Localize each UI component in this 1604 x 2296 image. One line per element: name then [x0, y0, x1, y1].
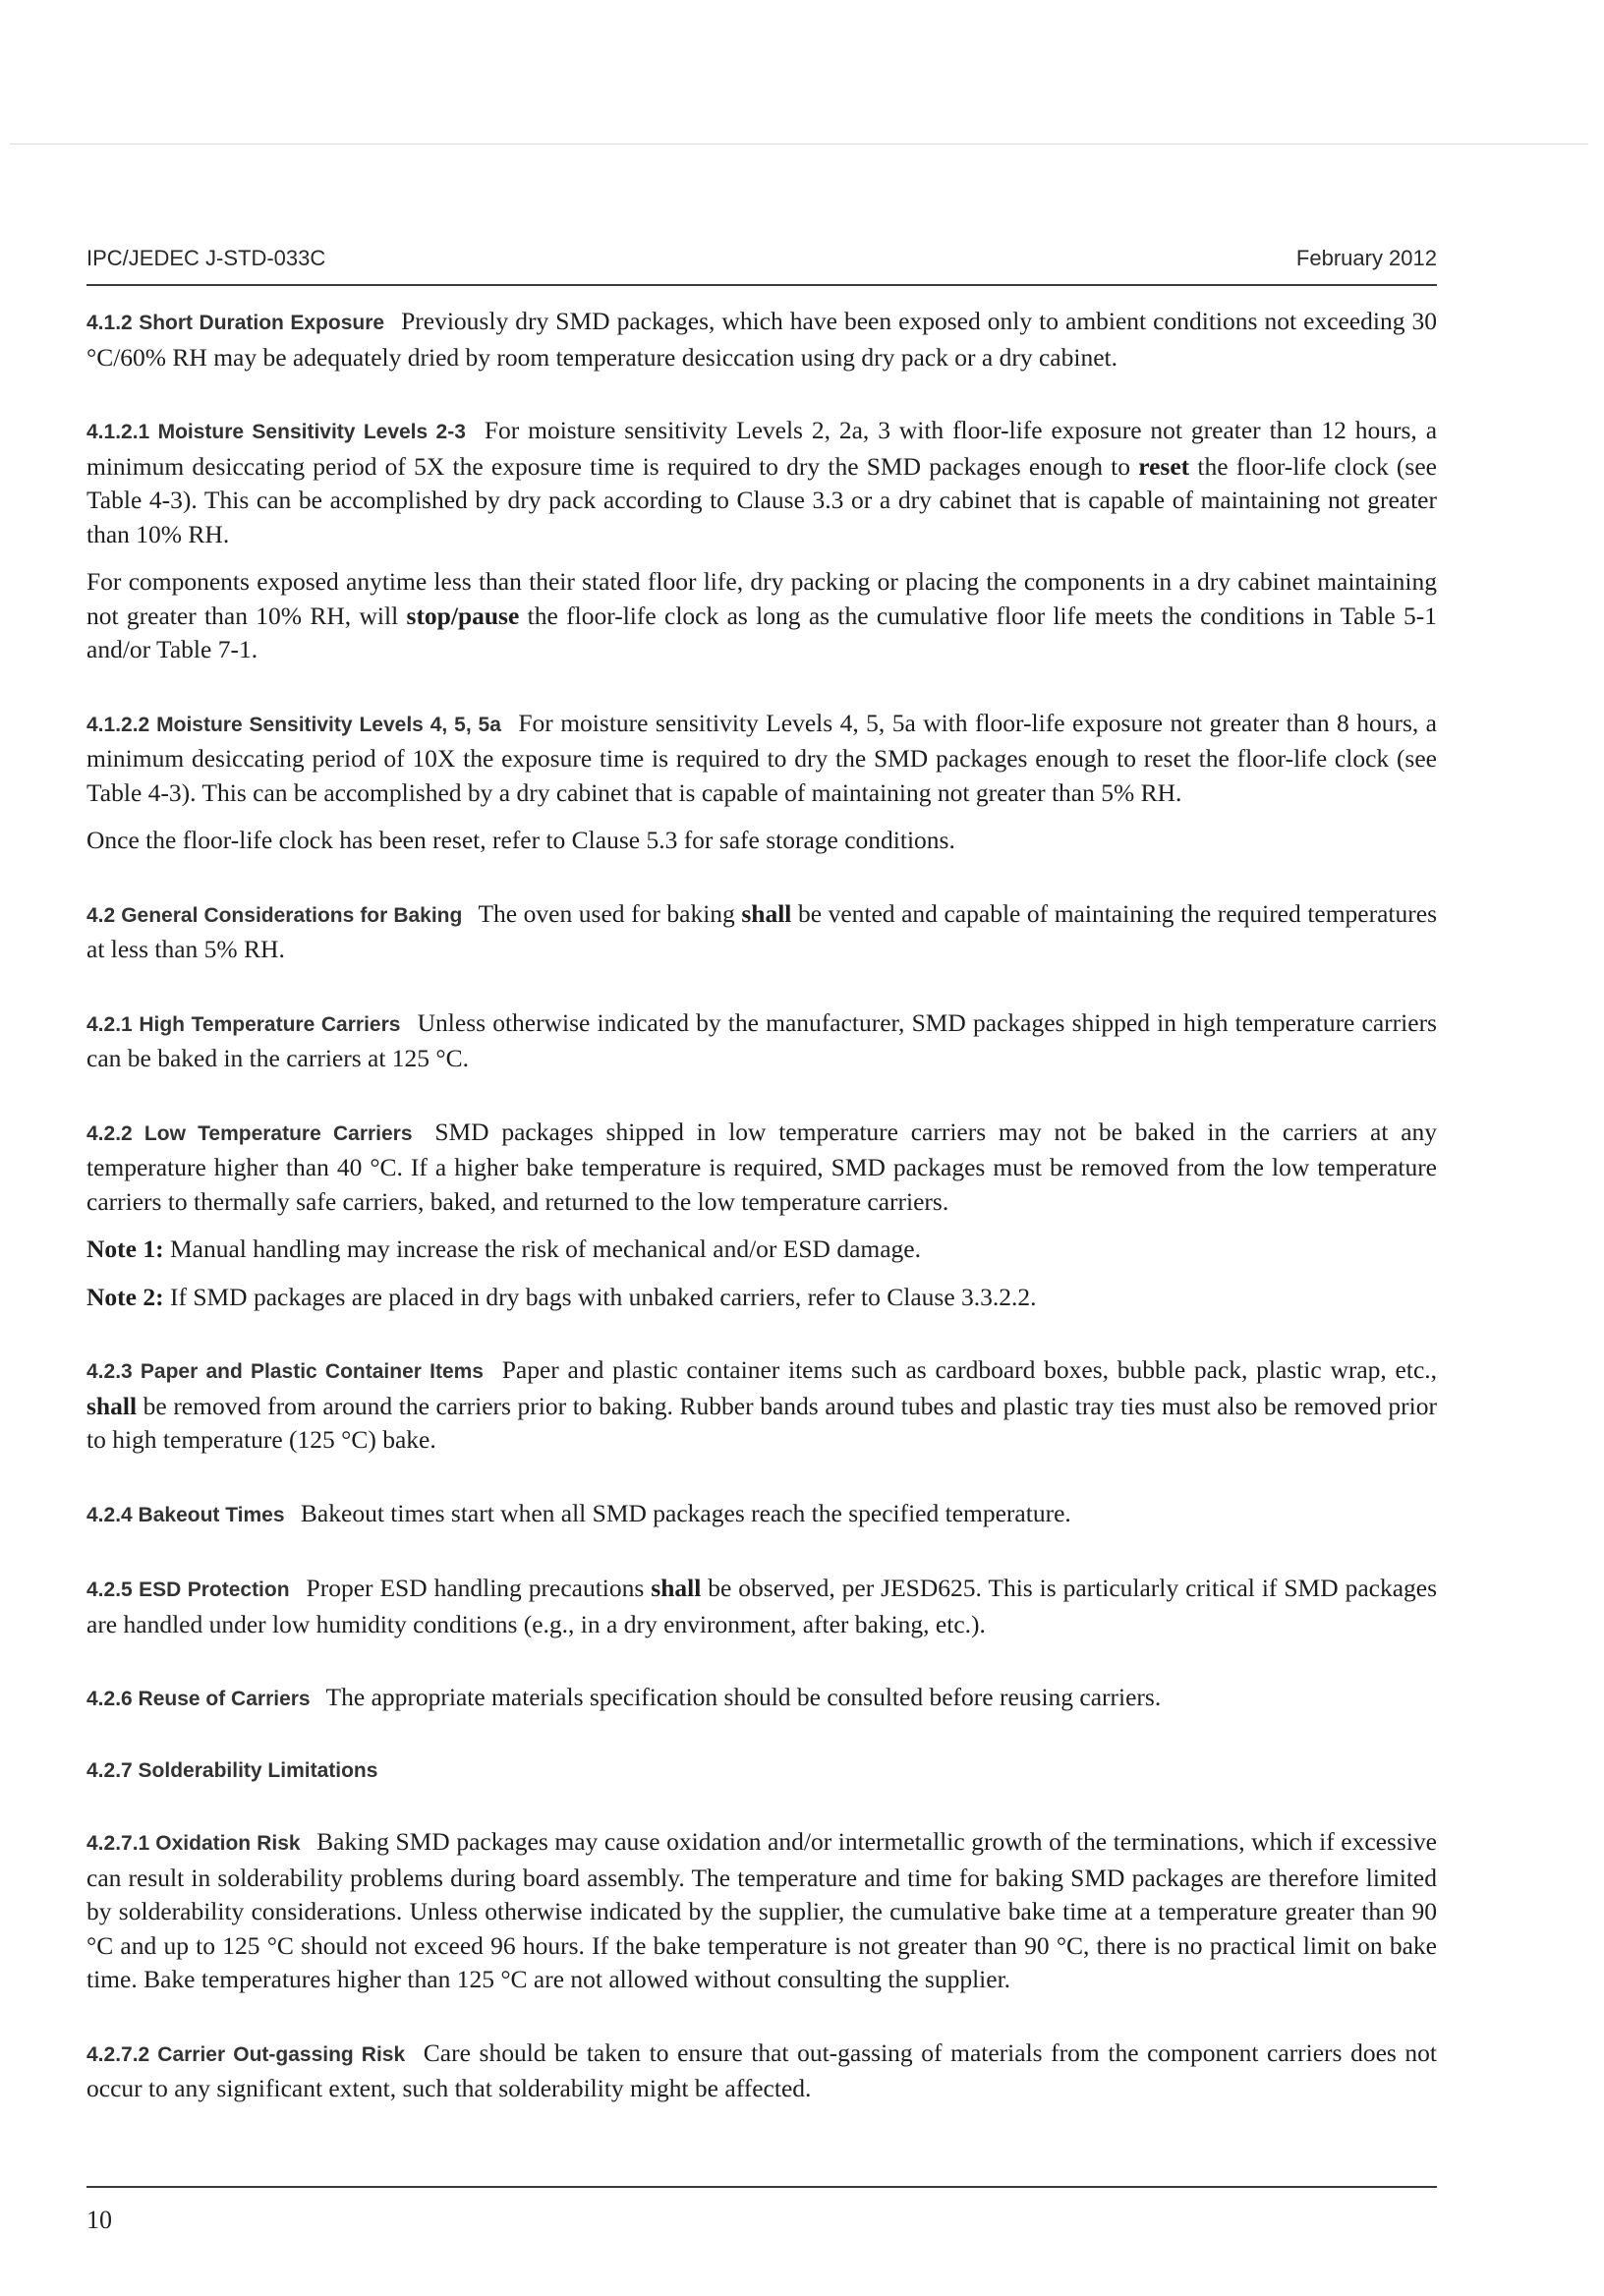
section-4-2-7-2 — [86, 2037, 1437, 2106]
header-rule — [86, 284, 1437, 286]
footer-rule — [86, 2186, 1437, 2188]
note-label: Note 1: — [86, 1234, 164, 1263]
keyword-shall: shall — [651, 1574, 702, 1602]
running-header — [86, 246, 1437, 285]
section-4-2-1 — [86, 1006, 1437, 1076]
section-4-2-4 — [86, 1497, 1437, 1533]
section-4-2-2 — [86, 1116, 1437, 1220]
section-heading: 4.2.5 ESD Protection — [86, 1578, 290, 1601]
section-text: For moisture sensitivity Levels 4, 5, 5a with floor-life exposure not greater than 8 hours, a minimum desiccating period of 10X the exposure time is required to dry the SMD packages enough to reset the floor-life clock (see Table 4-3). This can be accomplished by a dry cabinet that is capable of maintaining not greater than 5% RH. — [86, 708, 1437, 807]
section-text: For moisture sensitivity Levels 2, 2a, 3 with floor-life exposure not greater than 12 hours, a minimum desiccating period of 5X the exposure time is required to dry the SMD packages enough to — [86, 416, 1438, 481]
section-4-2-5 — [86, 1572, 1437, 1641]
section-text: SMD packages shipped in low temperature carriers may not be baked in the carriers at any temperature higher than 40 °C. If a higher bake temperature is required, SMD packages must be removed from the low temperature carriers to thermally safe carriers, baked, and returned to the low temperature carriers. — [86, 1117, 1438, 1216]
keyword-reset: reset — [1138, 451, 1190, 481]
section-4-2-3 — [86, 1353, 1437, 1458]
section-4-2-6 — [86, 1681, 1437, 1717]
note-2 — [86, 1281, 1437, 1315]
section-text: Baking SMD packages may cause oxidation and/or intermetallic growth of the terminations, which if excessive can result in solderability problems during board assembly. The temperature and time for baking SMD packages are therefore limited by solderability considerations. Unless otherwise indicated by the supplier, the cumulative bake time at a temperature greater than 90 °C and up to 125 °C should not exceed 96 hours. If the bake temperature is not greater than 90 °C, there is no practical limit on bake time. Bake temperatures higher than 125 °C are not allowed without consulting the supplier. — [86, 1827, 1437, 1993]
section-text-continued: the floor-life clock (see Table 4-3). This can be accomplished by dry pack according to Clause 3.3 or a dry cabinet that is capable of maintaining not greater than 10% RH. — [86, 451, 1437, 548]
document-id: IPC/JEDEC J-STD-033C — [86, 246, 326, 270]
section-4-1-2 — [86, 305, 1437, 374]
section-4-1-2-2 — [86, 707, 1437, 811]
section-text-continued: be vented and capable of maintaining the required temperatures at less than 5% RH. — [86, 898, 1437, 963]
paragraph-text: Once the floor-life clock has been reset, refer to Clause 5.3 for safe storage conditions. — [86, 826, 955, 854]
section-text-continued: be observed, per JESD625. This is particularly critical if SMD packages are handled under low humidity conditions (e.g., in a dry environment, after baking, etc.). — [86, 1574, 1438, 1638]
paragraph-text: For components exposed anytime less than their stated floor life, dry packing or placing the components in a dry cabinet maintaining not greater than 10% RH, will — [86, 567, 1437, 630]
section-heading: 4.2.1 High Temperature Carriers — [86, 1012, 401, 1036]
section-heading: 4.2.7.1 Oxidation Risk — [86, 1832, 301, 1855]
section-text: Care should be taken to ensure that out-gassing of materials from the component carriers does not occur to any significant extent, such that solderability might be affected. — [86, 2038, 1438, 2102]
section-text-continued: be removed from around the carriers prior to baking. Rubber bands around tubes and plastic tray ties must also be removed prior to high temperature (125 °C) bake. — [86, 1391, 1437, 1454]
note-label: Note 2: — [86, 1282, 164, 1311]
section-4-2 — [86, 897, 1437, 967]
section-heading: 4.2.7 Solderability Limitations — [86, 1758, 378, 1782]
section-4-1-2-1 — [86, 414, 1437, 551]
document-body — [86, 305, 1437, 2106]
section-4-2-7 — [86, 1752, 1437, 1789]
section-4-1-2-2-paragraph-2 — [86, 824, 1437, 858]
page-number: 10 — [86, 2206, 112, 2234]
section-4-2-7-1 — [86, 1825, 1437, 1997]
section-text: The oven used for baking — [478, 898, 735, 928]
keyword-shall: shall — [86, 1391, 138, 1420]
section-heading: 4.1.2.1 Moisture Sensitivity Levels 2-3 — [86, 421, 466, 443]
section-text: Paper and plastic container items such as cardboard boxes, bubble pack, plastic wrap, etc., — [501, 1355, 1438, 1384]
section-heading: 4.1.2.2 Moisture Sensitivity Levels 4, 5, 5a — [86, 713, 501, 736]
section-heading: 4.2.3 Paper and Plastic Container Items — [86, 1360, 484, 1383]
section-heading: 4.2.4 Bakeout Times — [86, 1503, 285, 1526]
paragraph-text-continued: the floor-life clock as long as the cumulative floor life meets the conditions in Table 5-1 and/or Table 7-1. — [86, 601, 1437, 663]
keyword-stop-pause: stop/pause — [406, 601, 520, 630]
section-heading: 4.1.2 Short Duration Exposure — [86, 312, 385, 334]
note-text: If SMD packages are placed in dry bags with unbaked carriers, refer to Clause 3.3.2.2. — [169, 1282, 1037, 1311]
keyword-shall: shall — [741, 898, 792, 928]
section-heading: 4.2.6 Reuse of Carriers — [86, 1688, 311, 1710]
document-date: February 2012 — [1295, 246, 1437, 270]
section-text: Unless otherwise indicated by the manufacturer, SMD packages shipped in high temperature carriers can be baked in the carriers at 125 °C. — [86, 1007, 1437, 1072]
section-heading: 4.2 General Considerations for Baking — [86, 903, 463, 927]
section-text: Bakeout times start when all SMD packages reach the specified temperature. — [300, 1498, 1071, 1527]
section-heading: 4.2.7.2 Carrier Out-gassing Risk — [86, 2042, 406, 2066]
section-text: Proper ESD handling precautions — [306, 1574, 645, 1602]
note-1 — [86, 1233, 1437, 1267]
section-heading: 4.2.2 Low Temperature Carriers — [86, 1121, 413, 1145]
section-text: The appropriate materials specification should be consulted before reusing carriers. — [325, 1683, 1162, 1711]
note-text: Manual handling may increase the risk of mechanical and/or ESD damage. — [169, 1234, 921, 1263]
section-text: Previously dry SMD packages, which have been exposed only to ambient conditions not exceeding 30 °C/60% RH may be adequately dried by room temperature desiccation using dry pack or a dry cabinet. — [86, 307, 1437, 372]
section-4-1-2-1-paragraph-2 — [86, 565, 1437, 667]
